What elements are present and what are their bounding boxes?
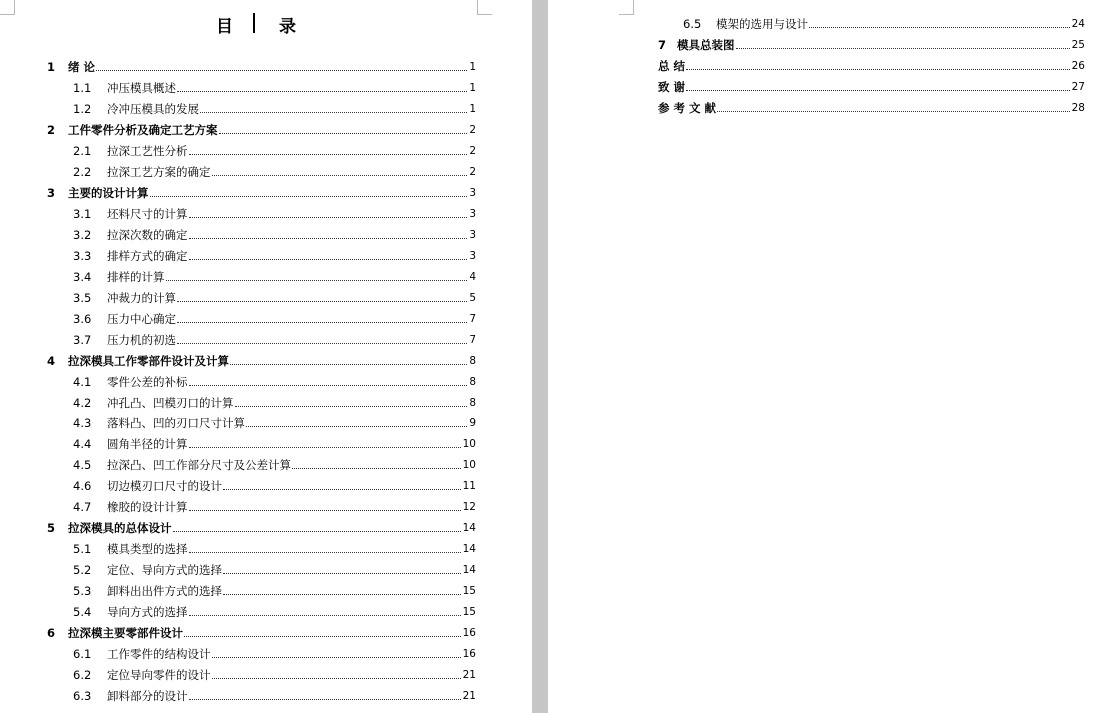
toc-entry-title: 拉深凸、凹工作部分尺寸及公差计算 <box>107 458 291 473</box>
toc-dot-leader <box>809 27 1070 28</box>
toc-entry-title: 拉深工艺方案的确定 <box>107 164 211 179</box>
toc-entry[interactable] <box>47 520 476 536</box>
toc-entry-page: 21 <box>462 690 476 703</box>
toc-entry-title: 零件公差的补标 <box>107 374 188 389</box>
toc-dot-leader <box>212 657 461 658</box>
toc-entry-number: 4.6 <box>73 479 92 494</box>
toc-entry[interactable] <box>73 457 476 473</box>
toc-entry-page: 14 <box>462 564 476 577</box>
toc-entry-title: 工件零件分析及确定工艺方案 <box>68 122 218 137</box>
toc-entry-page: 1 <box>469 61 476 73</box>
toc-entry-page: 11 <box>462 480 476 493</box>
toc-entry[interactable] <box>73 311 476 327</box>
toc-entry[interactable] <box>73 227 476 243</box>
toc-entry[interactable] <box>683 16 1085 32</box>
toc-entry-title: 卸料出出件方式的选择 <box>107 584 222 599</box>
toc-entry-title: 冲孔凸、凹模刃口的计算 <box>107 395 234 410</box>
toc-entry-title: 圆角半径的计算 <box>107 437 188 452</box>
toc-entry-page: 27 <box>1071 80 1085 93</box>
toc-dot-leader <box>166 280 468 281</box>
toc-entry-page: 1 <box>469 102 476 115</box>
toc-dot-leader <box>177 322 467 323</box>
toc-entry[interactable] <box>73 80 476 96</box>
toc-entry-number: 1.1 <box>73 80 92 95</box>
toc-dot-leader <box>173 531 461 532</box>
toc-entry-page: 14 <box>462 543 476 556</box>
toc-entry-page: 24 <box>1071 18 1085 30</box>
toc-entry[interactable] <box>73 164 476 180</box>
toc-entry-number: 4.7 <box>73 500 92 515</box>
toc-entry-number: 3.1 <box>73 206 92 221</box>
toc-entry[interactable] <box>73 143 476 159</box>
toc-entry[interactable] <box>47 353 476 369</box>
toc-entry-title: 拉深模主要零部件设计 <box>68 626 183 641</box>
toc-entry-number: 3.3 <box>73 248 92 263</box>
toc-dot-leader <box>150 196 468 197</box>
toc-entry-number: 5.2 <box>73 563 92 578</box>
toc-dot-leader <box>177 343 467 344</box>
toc-dot-leader <box>189 259 468 260</box>
toc-dot-leader <box>230 364 467 365</box>
toc-entry-page: 26 <box>1071 59 1085 72</box>
toc-entry-title: 模具总装图 <box>677 37 735 52</box>
toc-dot-leader <box>246 426 467 427</box>
toc-entry-page: 3 <box>469 228 476 241</box>
document-page-left[interactable] <box>0 0 532 713</box>
toc-entry-page: 4 <box>469 270 476 283</box>
toc-entry[interactable] <box>73 290 476 306</box>
toc-entry-number: 5.3 <box>73 584 92 599</box>
toc-dot-leader <box>212 678 461 679</box>
toc-entry-number: 4.5 <box>73 458 92 473</box>
page-gap-divider <box>532 0 548 713</box>
toc-dot-leader <box>223 489 461 490</box>
toc-entry-title: 参 考 文 献 <box>658 100 717 115</box>
toc-dot-leader <box>189 552 461 553</box>
toc-entry-title: 模架的选用与设计 <box>716 17 808 31</box>
toc-entry-title: 总 结 <box>658 58 686 73</box>
toc-entry-page: 15 <box>462 585 476 598</box>
toc-entry-title: 绪 论 <box>68 60 96 74</box>
toc-entry-title: 定位导向零件的设计 <box>107 668 211 683</box>
toc-entry[interactable] <box>73 269 476 285</box>
toc-entry-number: 1.2 <box>73 101 92 116</box>
toc-entry-number: 3.5 <box>73 290 92 305</box>
toc-dot-leader <box>177 301 467 302</box>
toc-entry-title: 冷冲压模具的发展 <box>107 101 199 116</box>
toc-entry-page: 28 <box>1071 101 1085 114</box>
toc-entry-title: 导向方式的选择 <box>107 605 188 620</box>
toc-dot-leader <box>235 406 468 407</box>
toc-entry-page: 9 <box>469 417 476 430</box>
toc-entry-title: 致 谢 <box>658 79 686 94</box>
toc-entry-number: 4.4 <box>73 437 92 452</box>
toc-entry-number: 6.5 <box>683 17 702 31</box>
toc-title: 目 录 <box>216 17 316 37</box>
toc-entry-page: 14 <box>462 522 476 535</box>
toc-entry-number: 6.2 <box>73 668 92 683</box>
toc-dot-leader <box>189 699 461 700</box>
toc-entry[interactable] <box>73 415 476 431</box>
toc-entry-number: 5.1 <box>73 542 92 557</box>
toc-entry[interactable] <box>47 59 476 75</box>
toc-dot-leader <box>219 133 468 134</box>
toc-entry[interactable] <box>658 100 1085 116</box>
toc-entry-title: 排样方式的确定 <box>107 248 188 263</box>
toc-dot-leader <box>189 154 468 155</box>
toc-dot-leader <box>223 573 461 574</box>
toc-entry-page: 10 <box>462 459 476 472</box>
toc-entry-number: 3.2 <box>73 227 92 242</box>
toc-entry-page: 21 <box>462 669 476 682</box>
toc-dot-leader <box>686 69 1070 70</box>
document-page-right[interactable] <box>548 0 1101 713</box>
toc-entry[interactable] <box>47 185 476 201</box>
toc-entry-title: 压力中心确定 <box>107 311 176 326</box>
toc-entry-number: 4.1 <box>73 374 92 389</box>
toc-dot-leader <box>736 48 1070 49</box>
toc-entry-number: 6 <box>47 626 56 641</box>
toc-entry-number: 5.4 <box>73 605 92 620</box>
toc-entry-page: 3 <box>469 249 476 262</box>
toc-entry[interactable] <box>47 122 476 138</box>
toc-entry-number: 7 <box>658 37 667 52</box>
toc-entry-title: 模具类型的选择 <box>107 542 188 557</box>
toc-dot-leader <box>717 111 1070 112</box>
toc-entry-title: 排样的计算 <box>107 269 165 284</box>
toc-entry-page: 15 <box>462 606 476 619</box>
toc-dot-leader <box>200 112 467 113</box>
toc-dot-leader <box>189 238 468 239</box>
toc-entry-title: 拉深次数的确定 <box>107 227 188 242</box>
toc-entry[interactable] <box>73 604 476 620</box>
toc-dot-leader <box>189 510 461 511</box>
toc-entry-title: 落料凸、凹的刃口尺寸计算 <box>107 416 245 431</box>
toc-entry-title: 主要的设计计算 <box>68 185 149 200</box>
toc-entry[interactable] <box>73 395 476 411</box>
toc-entry-page: 8 <box>469 375 476 388</box>
toc-entry-page: 7 <box>469 333 476 346</box>
toc-entry[interactable] <box>47 625 476 641</box>
toc-entry-title: 定位、导向方式的选择 <box>107 563 222 578</box>
toc-entry-number: 4.2 <box>73 395 92 410</box>
toc-entry-page: 16 <box>462 627 476 640</box>
toc-entry[interactable] <box>73 436 476 452</box>
toc-dot-leader <box>177 91 467 92</box>
toc-entry-page: 3 <box>469 207 476 220</box>
toc-entry[interactable] <box>73 206 476 222</box>
toc-entry-page: 2 <box>469 123 476 136</box>
toc-entry-page: 7 <box>469 312 476 325</box>
toc-entry-page: 3 <box>469 186 476 199</box>
toc-entry-number: 3 <box>47 185 56 200</box>
toc-dot-leader <box>223 594 461 595</box>
toc-entry[interactable] <box>73 478 476 494</box>
toc-entry-page: 2 <box>469 165 476 178</box>
toc-entry-title: 切边模刃口尺寸的设计 <box>107 479 222 494</box>
toc-entry-number: 2.2 <box>73 164 92 179</box>
toc-dot-leader <box>189 447 461 448</box>
toc-entry-number: 4 <box>47 353 56 368</box>
toc-entry-title: 拉深工艺性分析 <box>107 143 188 158</box>
toc-dot-leader <box>292 468 461 469</box>
toc-entry-title: 拉深模具的总体设计 <box>68 521 172 536</box>
toc-entry-page: 2 <box>469 144 476 157</box>
toc-entry[interactable] <box>73 583 476 599</box>
toc-entry-number: 5 <box>47 521 56 536</box>
toc-entry-number: 4.3 <box>73 416 92 431</box>
toc-dot-leader <box>189 217 468 218</box>
toc-dot-leader <box>189 385 468 386</box>
toc-entry[interactable] <box>73 688 476 704</box>
toc-entry[interactable] <box>73 541 476 557</box>
toc-entry-number: 2 <box>47 122 56 137</box>
toc-entry-title: 冲压模具概述 <box>107 80 176 95</box>
toc-entry-page: 25 <box>1071 38 1085 51</box>
toc-entry-page: 16 <box>462 648 476 661</box>
toc-entry-page: 1 <box>469 81 476 94</box>
toc-entry-number: 6.3 <box>73 689 92 704</box>
toc-entry-title: 冲裁力的计算 <box>107 290 176 305</box>
toc-entry-number: 2.1 <box>73 143 92 158</box>
toc-dot-leader <box>184 636 461 637</box>
toc-entry[interactable] <box>73 646 476 662</box>
toc-entry-title: 橡胶的设计计算 <box>107 500 188 515</box>
toc-entry-title: 拉深模具工作零部件设计及计算 <box>68 353 229 368</box>
toc-dot-leader <box>686 90 1070 91</box>
margin-corner-mark <box>619 0 634 15</box>
toc-entry-number: 3.6 <box>73 311 92 326</box>
toc-dot-leader <box>212 175 468 176</box>
toc-entry[interactable] <box>73 332 476 348</box>
toc-entry-page: 5 <box>469 291 476 304</box>
toc-entry[interactable] <box>658 79 1085 95</box>
toc-entry-title: 工作零件的结构设计 <box>107 647 211 662</box>
toc-entry[interactable] <box>73 499 476 515</box>
toc-entry-number: 3.7 <box>73 332 92 347</box>
toc-dot-leader <box>96 70 467 71</box>
toc-entry[interactable] <box>658 37 1085 53</box>
toc-dot-leader <box>189 615 461 616</box>
toc-entry[interactable] <box>73 101 476 117</box>
toc-entry[interactable] <box>73 374 476 390</box>
toc-entry-number: 6.1 <box>73 647 92 662</box>
toc-entry[interactable] <box>658 58 1085 74</box>
toc-entry-page: 8 <box>469 354 476 367</box>
toc-entry-title: 压力机的初选 <box>107 332 176 347</box>
toc-entry-page: 10 <box>462 438 476 451</box>
toc-entry-page: 12 <box>462 501 476 514</box>
toc-entry-page: 8 <box>469 396 476 409</box>
toc-entry[interactable] <box>73 667 476 683</box>
toc-entry-title: 坯料尺寸的计算 <box>107 206 188 221</box>
toc-entry-title: 卸料部分的设计 <box>107 689 188 704</box>
toc-entry[interactable] <box>73 562 476 578</box>
toc-entry[interactable] <box>73 248 476 264</box>
toc-entry-number: 3.4 <box>73 269 92 284</box>
toc-entry-number: 1 <box>47 60 56 74</box>
